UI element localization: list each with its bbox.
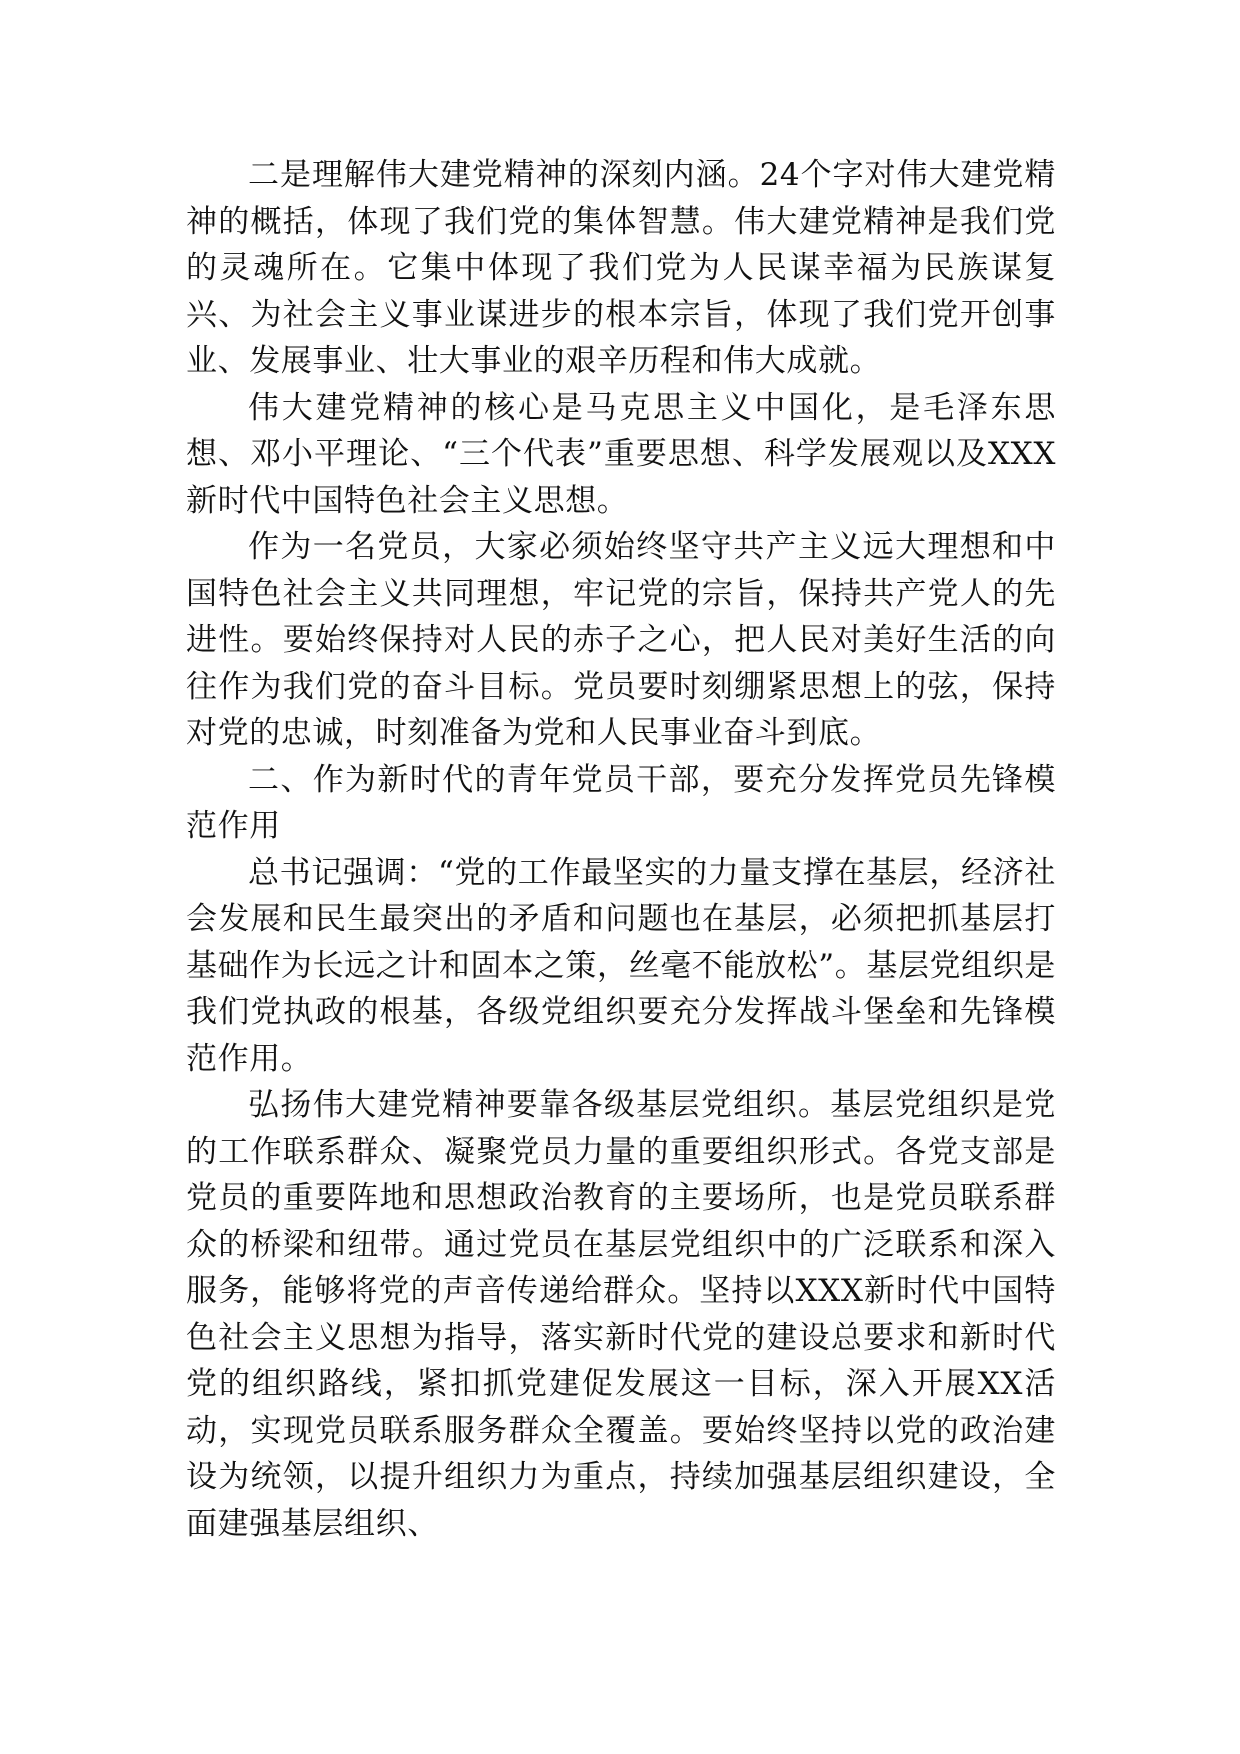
paragraph-general-secretary-quote: 总书记强调：“党的工作最坚实的力量支撑在基层，经济社会发展和民生最突出的矛盾和问题也在基层，必须把抓基层打基础作为长远之计和固本之策，丝毫不能放松”。基层党组织是我们党执政的根基，各级党组织要充分发挥战斗堡垒和先锋模范作用。 [186,854,1056,1077]
document-body [186,152,1056,1547]
section-heading-two: 二、作为新时代的青年党员干部，要充分发挥党员先锋模范作用 [186,761,1056,844]
paragraph-understanding-spirit: 二是理解伟大建党精神的深刻内涵。24个字对伟大建党精神的概括，体现了我们党的集体智慧。伟大建党精神是我们党的灵魂所在。它集中体现了我们党为人民谋幸福为民族谋复兴、为社会主义事业谋进步的根本宗旨，体现了我们党开创事业、发展事业、壮大事业的艰辛历程和伟大成就。 [186,157,1056,379]
paragraph-party-member-duty: 作为一名党员，大家必须始终坚守共产主义远大理想和中国特色社会主义共同理想，牢记党的宗旨，保持共产党人的先进性。要始终保持对人民的赤子之心，把人民对美好生活的向往作为我们党的奋斗目标。党员要时刻绷紧思想上的弦，保持对党的忠诚，时刻准备为党和人民事业奋斗到底。 [186,529,1056,751]
paragraph-core-of-spirit: 伟大建党精神的核心是马克思主义中国化，是毛泽东思想、邓小平理论、“三个代表”重要思想、科学发展观以及XXX新时代中国特色社会主义思想。 [186,389,1056,519]
paragraph-grassroots-organization: 弘扬伟大建党精神要靠各级基层党组织。基层党组织是党的工作联系群众、凝聚党员力量的重要组织形式。各党支部是党员的重要阵地和思想政治教育的主要场所，也是党员联系群众的桥梁和纽带。通过党员在基层党组织中的广泛联系和深入服务，能够将党的声音传递给群众。坚持以XXX新时代中国特色社会主义思想为指导，落实新时代党的建设总要求和新时代党的组织路线，紧扣抓党建促发展这一目标，深入开展XX活动，实现党员联系服务群众全覆盖。要始终坚持以党的政治建设为统领，以提升组织力为重点，持续加强基层组织建设，全面建强基层组织、 [186,1087,1056,1542]
